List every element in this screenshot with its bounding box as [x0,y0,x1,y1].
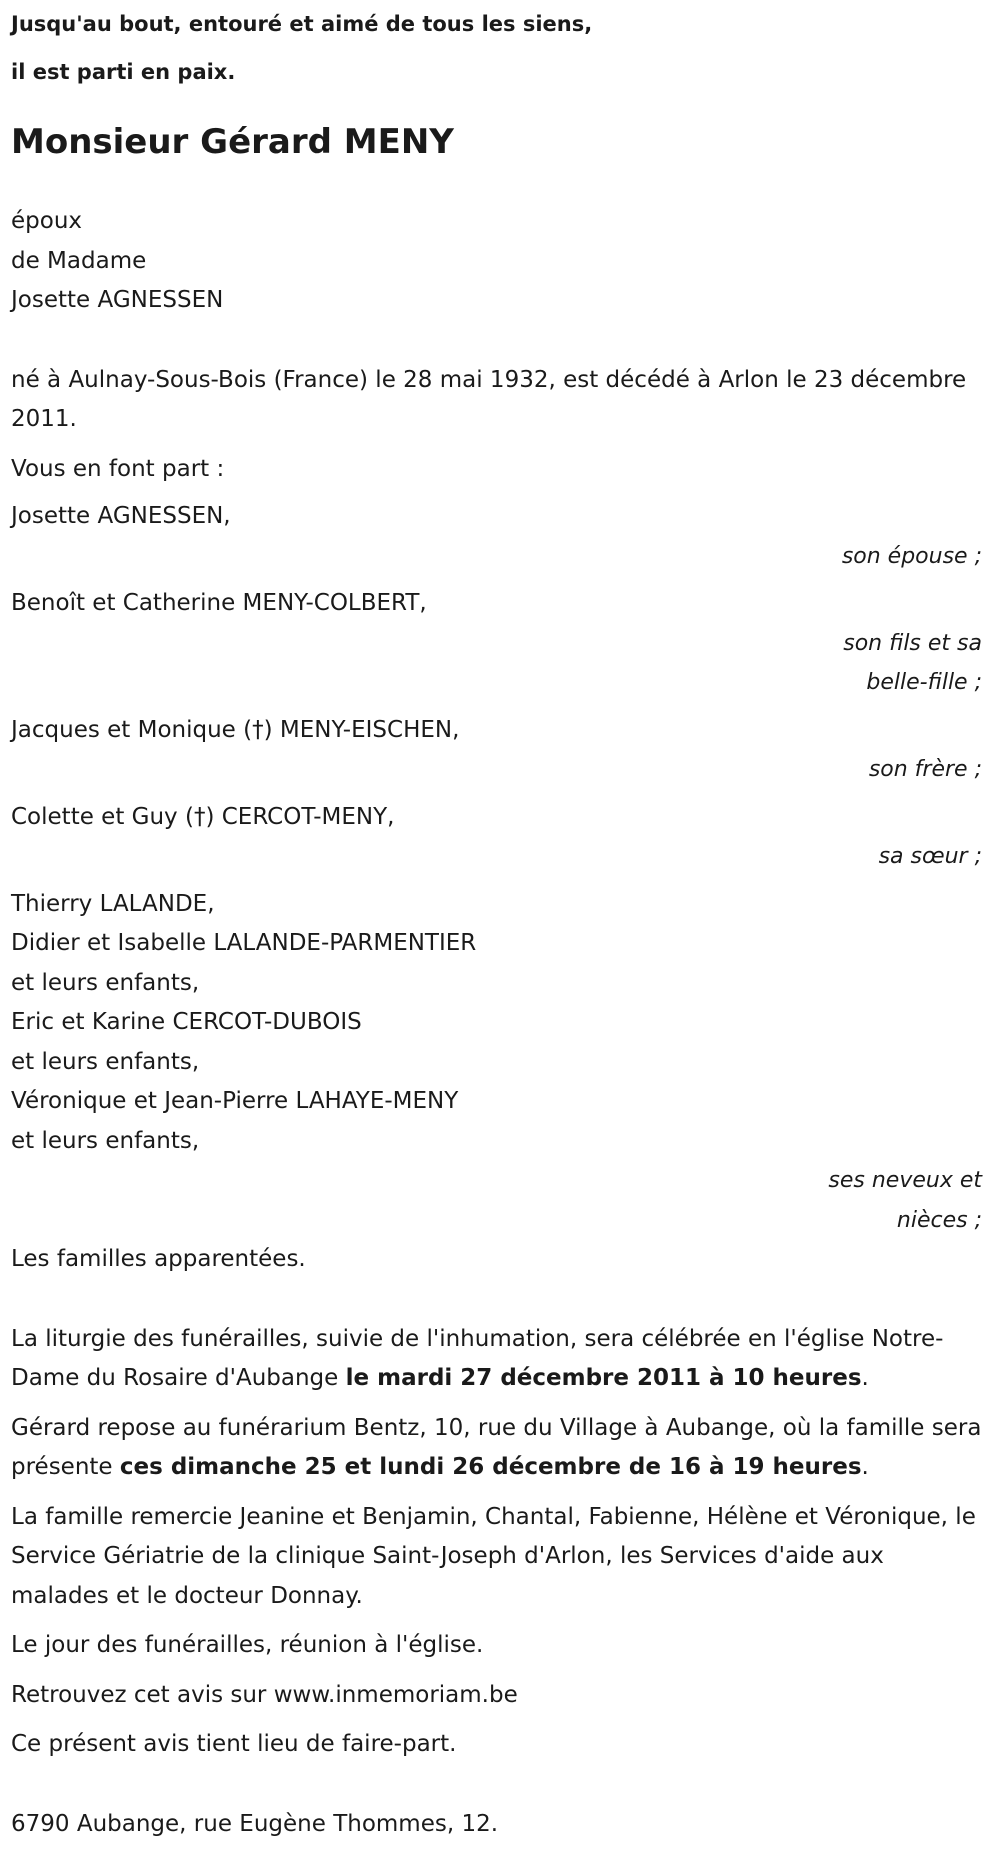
family-name-line: et leurs enfants, [11,969,200,996]
family-names [11,798,984,838]
visiting-hours: ces dimanche 25 et lundi 26 décembre de 16 à 19 heures [119,1454,862,1480]
ceremony-text: La liturgie des funérailles, suivie de l'inhumation, sera célébrée en l'église Notre-Dame du Rosaire d'Aubange [11,1325,944,1391]
rest-end: . [861,1454,869,1480]
family-name-line: Josette AGNESSEN, [11,503,231,529]
family-name-line: Eric et Karine CERCOT-DUBOIS [11,1009,362,1035]
family-name-line: Véronique et Jean-Pierre LAHAYE-MENY [11,1088,459,1114]
family-name-line: Jacques et Monique (†) MENY-EISCHEN, [11,716,460,743]
family-relation [11,750,984,790]
relation-line: nièces ; [896,1207,982,1233]
spouse-line-2: de Madame [11,247,147,274]
relation-line: sa sœur ; [878,844,982,869]
family-name-line: Colette et Guy (†) CERCOT-MENY, [11,803,395,830]
family-group [11,798,984,877]
family-names [11,497,984,537]
family-name-line: Thierry LALANDE, [11,890,215,917]
thanks-text: La famille remercie Jeanine et Benjamin, Chantal, Fabienne, Hélène et Véronique, le Service Gériatrie de la clinique Saint-Joseph d'Arlon, les Services d'aide aux malades et le docteur Donnay. [11,1503,976,1609]
spouse-line-3: Josette AGNESSEN [11,287,224,313]
family-group [11,584,984,703]
website-text: Retrouvez cet avis sur www.inmemoriam.be [11,1681,518,1708]
family-relation [11,1161,984,1240]
rest-info [11,1409,984,1488]
family-group [11,497,984,576]
spouse-block [11,202,984,321]
intro-text [11,0,984,96]
family-name-line: Benoît et Catherine MENY-COLBERT, [11,590,427,616]
relation-line: ses neveux et [828,1168,982,1193]
family-name-line: et leurs enfants, [11,1048,200,1075]
intro-line-1: Jusqu'au bout, entouré et aimé de tous les siens, [11,12,593,36]
family-name-line: Didier et Isabelle LALANDE-PARMENTIER [11,930,477,956]
relation-line: son fils et sa [843,630,982,656]
family-group [11,711,984,790]
notice-text: Ce présent avis tient lieu de faire-part. [11,1731,457,1757]
deceased-name: Monsieur Gérard MENY [11,122,454,162]
relation-line: son frère ; [868,757,982,782]
spouse-line-1: époux [11,208,83,234]
relation-line: son épouse ; [841,543,982,569]
ceremony-end: . [861,1365,869,1391]
family-names [11,584,984,624]
family-relation [11,837,984,877]
ceremony-date: le mardi 27 décembre 2011 à 10 heures [345,1365,862,1391]
announce-text: Vous en font part : [11,455,225,482]
relation-line: belle-fille ; [866,670,982,695]
birth-death-info: né à Aulnay-Sous-Bois (France) le 28 mai 1932, est décédé à Arlon le 23 décembre 2011. [11,366,967,432]
family-name-line: et leurs enfants, [11,1127,200,1154]
related-families: Les familles apparentées. [11,1246,306,1272]
intro-line-2: il est parti en paix. [11,60,236,84]
rest-text: Gérard repose au funérarium Bentz, 10, rue du Village à Aubange, où la famille sera présente [11,1414,982,1480]
address-text: 6790 Aubange, rue Eugène Thommes, 12. [11,1810,499,1837]
ceremony-info [11,1320,984,1399]
family-names [11,711,984,751]
family-relation [11,624,984,703]
reunion-text: Le jour des funérailles, réunion à l'église. [11,1632,484,1658]
family-relation [11,537,984,577]
family-names [11,885,984,1162]
family-group [11,885,984,1241]
